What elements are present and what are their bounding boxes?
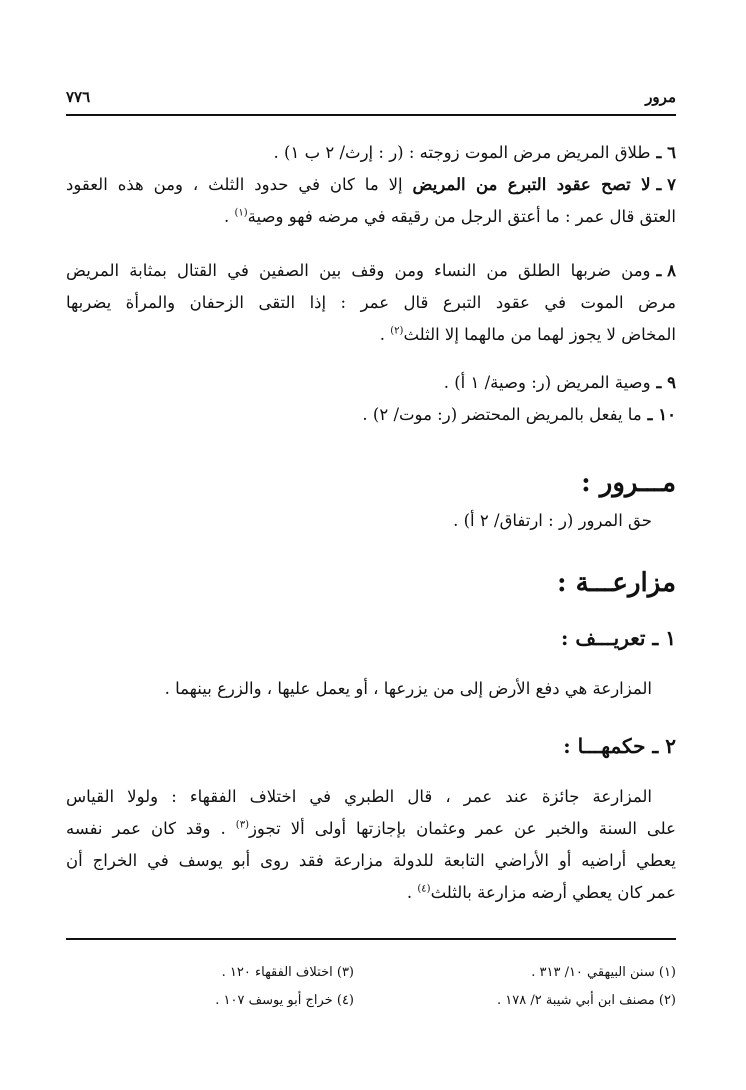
ruling-text-2b: . وقد كان عمر نفسه [66, 819, 236, 838]
item-7-line-1 [66, 172, 676, 198]
item-8-line-2 [66, 290, 676, 316]
item-6 [66, 140, 676, 166]
item-8-line-1 [66, 258, 676, 284]
ruling-line-1 [66, 784, 652, 810]
item-7-bold-text: لا تصح عقود التبرع من المريض [412, 175, 651, 194]
ruling-end: . [406, 883, 418, 902]
item-9-number: ٩ ـ [656, 373, 676, 392]
item-8-text-3: المخاض لا يجوز لهما من مالهما إلا الثلث [403, 325, 676, 344]
header-divider [66, 114, 676, 116]
item-6-number: ٦ ـ [656, 143, 676, 162]
footnote-1: (١) سنن البيهقي ١٠/ ٣١٣ . [531, 965, 676, 980]
header-title: مرور [645, 88, 676, 106]
item-10 [66, 402, 676, 428]
item-8-number: ٨ ـ [656, 261, 676, 280]
ruling-text-1: المزارعة جائزة عند عمر ، قال الطبري في اختلاف الفقهاء : ولولا القياس [66, 787, 652, 806]
ruling-text-3: يعطي أراضيه أو الأراضي التابعة للدولة مزارعة فقد روى أبو يوسف في الخراج أن [66, 851, 676, 870]
murur-text: حق المرور (ر : ارتفاق/ ٢ أ) . [453, 511, 652, 530]
footnote-3: (٣) اختلاف الفقهاء ١٢٠ . [221, 965, 354, 980]
item-7-number: ٧ ـ [656, 175, 677, 194]
item-8-line-3 [66, 322, 676, 348]
item-7-text-2: العتق قال عمر : ما أعتق الرجل من رقيقه في مرضه فهو وصية [247, 207, 676, 226]
definition-text: المزارعة هي دفع الأرض إلى من يزرعها ، أو يعمل عليها ، والزرع بينهما . [164, 679, 652, 698]
item-9-text: وصية المريض (ر: وصية/ ١ أ) . [443, 373, 651, 392]
item-10-number: ١٠ ـ [647, 405, 676, 424]
ruling-line-2 [66, 816, 676, 842]
item-9 [66, 370, 676, 396]
section-heading-murur: مـــرور : [581, 468, 676, 498]
ruling-line-3 [66, 848, 676, 874]
item-8-end: . [379, 325, 391, 344]
footnote-4: (٤) خراج أبو يوسف ١٠٧ . [215, 993, 354, 1008]
ruling-text-2a: على السنة والخبر عن عمر وعثمان بإجازتها أولى ألا تجوز [248, 819, 676, 838]
ruling-line-4 [66, 880, 676, 906]
page-number: ٧٧٦ [66, 88, 91, 106]
item-8-text-1: ومن ضربها الطلق من النساء ومن وقف بين الصفين في القتال بمثابة المريض [66, 261, 651, 280]
footnote-ref-2: (٢) [390, 325, 404, 337]
footnote-ref-4: (٤) [417, 883, 431, 895]
section-heading-muzaraa: مزارعـــة : [556, 568, 676, 598]
footnote-ref-1: (١) [234, 207, 248, 219]
footnote-divider [66, 938, 676, 940]
item-6-text: طلاق المريض مرض الموت زوجته : (ر : إرث/ ٢ ب ١) . [273, 143, 651, 162]
item-7-end: . [223, 207, 235, 226]
subheading-ruling: ٢ ـ حكمهـــا : [563, 734, 676, 758]
item-8-text-2: مرض الموت في عقود التبرع قال عمر : إذا التقى الزحفان والمرأة يضربها [66, 293, 676, 312]
ruling-text-4: عمر كان يعطي أرضه مزارعة بالثلث [430, 883, 676, 902]
footnote-ref-3: (٣) [235, 819, 249, 831]
item-7-line-2 [66, 204, 676, 230]
item-10-text: ما يفعل بالمريض المحتضر (ر: موت/ ٢) . [362, 405, 642, 424]
item-7-text: إلا ما كان في حدود الثلث ، ومن هذه العقود [66, 175, 403, 194]
subheading-definition: ١ ـ تعريـــف : [561, 626, 676, 650]
footnote-2: (٢) مصنف ابن أبي شيبة ٢/ ١٧٨ . [496, 993, 676, 1008]
running-header [66, 88, 676, 110]
